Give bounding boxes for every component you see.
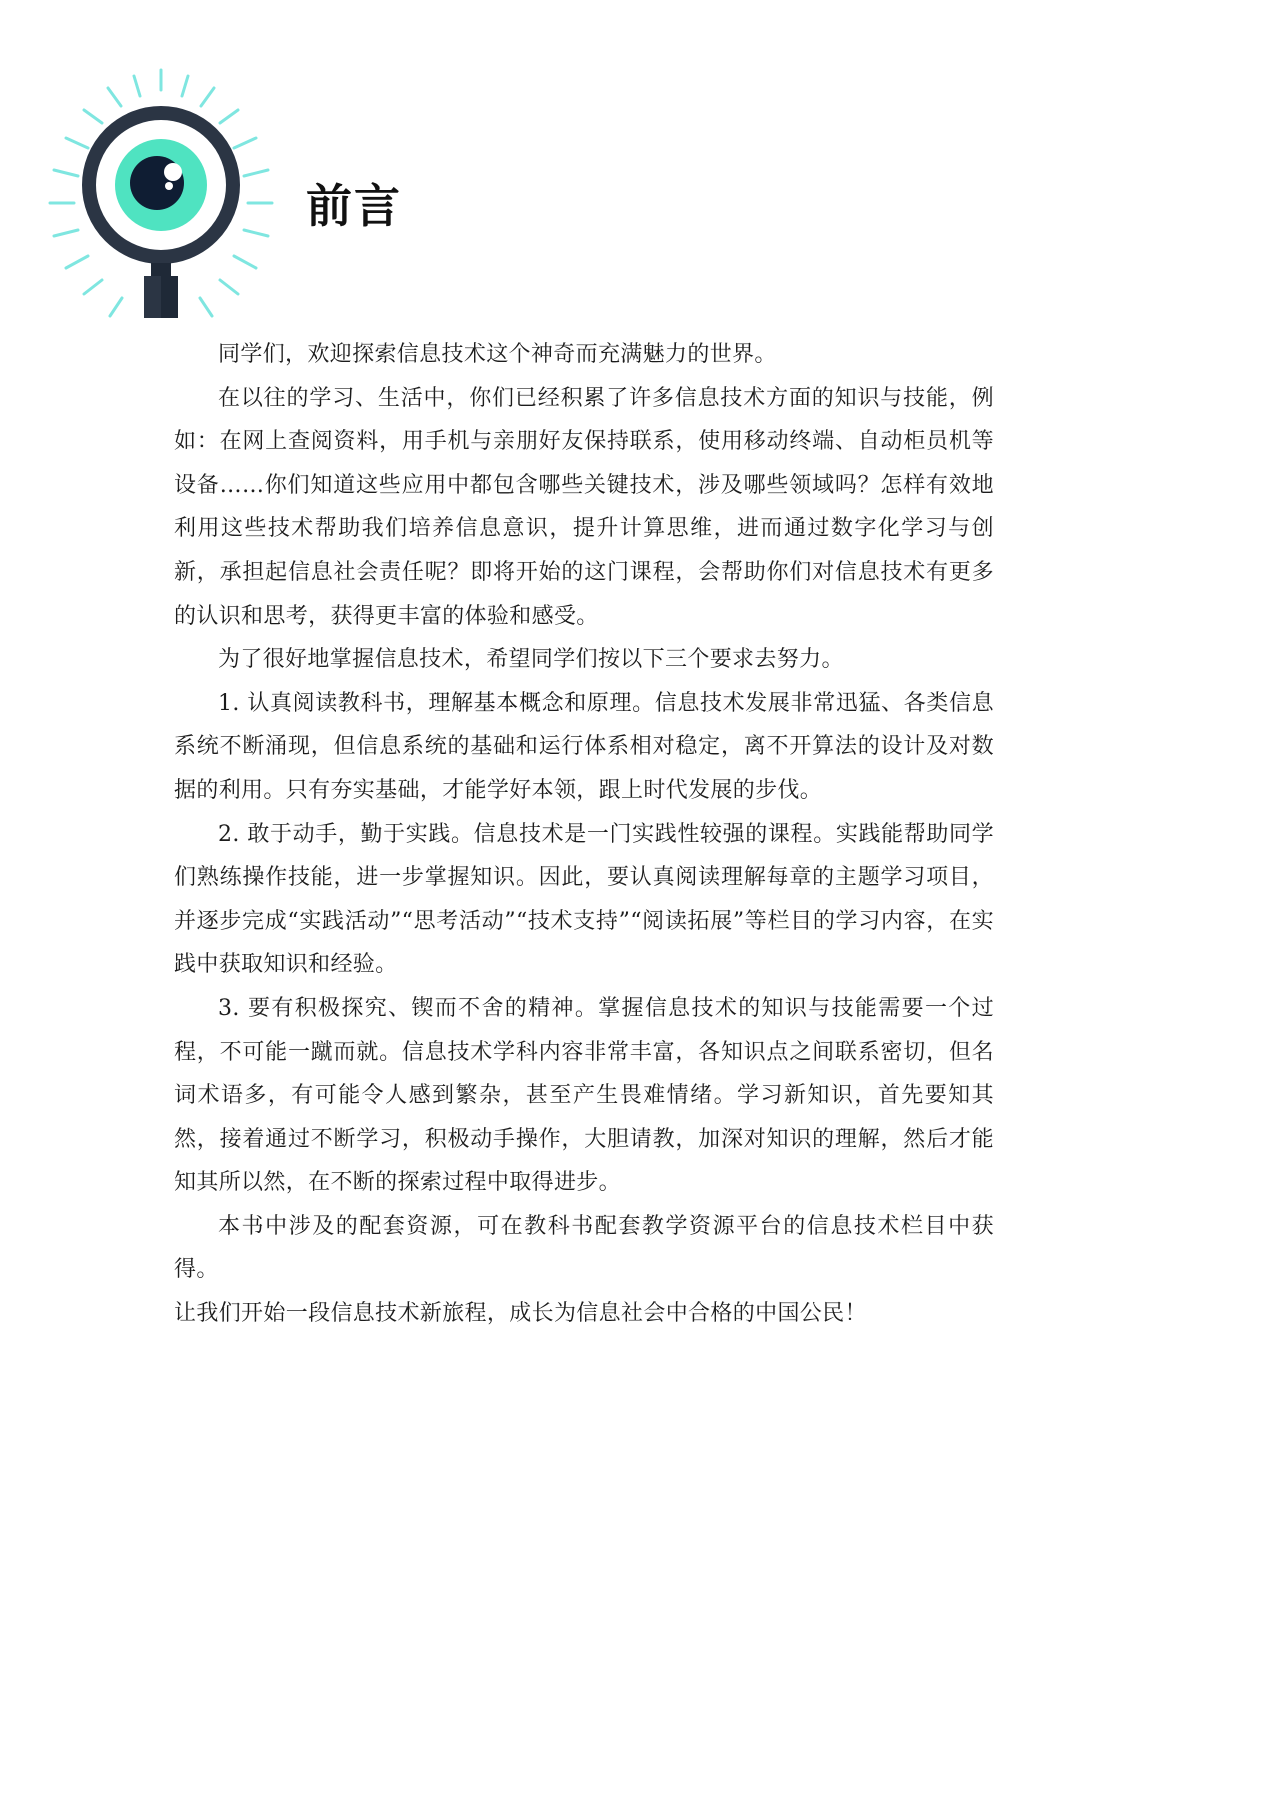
paragraph-resources: 本书中涉及的配套资源，可在教科书配套教学资源平台的信息技术栏目中获得。 bbox=[174, 1213, 994, 1283]
magnifier-eye-icon bbox=[36, 58, 286, 318]
paragraph-intro: 在以往的学习、生活中，你们已经积累了许多信息技术方面的知识与技能，例如：在网上查阅资料，用手机与亲朋好友保持联系，使用移动终端、自动柜员机等设备……你们知道这些应用中都包含哪些关键技术，涉及哪些领域吗？怎样有效地利用这些技术帮助我们培养信息意识，提升计算思维，进而通过数字化学习与创新，承担起信息社会责任呢？即将开始的这门课程，会帮助你们对信息技术有更多的认识和思考，获得更丰富的体验和感受。 bbox=[174, 385, 994, 629]
paragraph-requirement-2: 2. 敢于动手，勤于实践。信息技术是一门实践性较强的课程。实践能帮助同学们熟练操作技能，进一步掌握知识。因此，要认真阅读理解每章的主题学习项目，并逐步完成“实践活动”“思考活动”“技术支持”“阅读拓展”等栏目的学习内容，在实践中获取知识和经验。 bbox=[174, 821, 994, 978]
paragraph-requirements-lead: 为了很好地掌握信息技术，希望同学们按以下三个要求去努力。 bbox=[218, 647, 844, 673]
paragraph-greeting: 同学们，欢迎探索信息技术这个神奇而充满魅力的世界。 bbox=[218, 342, 777, 367]
paragraph-requirement-3: 3. 要有积极探究、锲而不舍的精神。掌握信息技术的知识与技能需要一个过程，不可能一蹴而就。信息技术学科内容非常丰富，各知识点之间联系密切，但名词术语多，有可能令人感到繁杂，甚至产生畏难情绪。学习新知识，首先要知其然，接着通过不断学习，积极动手操作，大胆请教，加深对知识的理解，然后才能知其所以然，在不断的探索过程中取得进步。 bbox=[174, 995, 994, 1196]
page-title: 前言 bbox=[306, 179, 402, 233]
handle-neck bbox=[151, 263, 171, 277]
paragraph-closing: 让我们开始一段信息技术新旅程，成长为信息社会中合格的中国公民！ bbox=[174, 1301, 867, 1327]
paragraph-requirement-1: 1. 认真阅读教科书，理解基本概念和原理。信息技术发展非常迅猛、各类信息系统不断涌现，但信息系统的基础和运行体系相对稳定，离不开算法的设计及对数据的利用。只有夯实基础，才能学好本领，跟上时代发展的步伐。 bbox=[174, 690, 994, 803]
preface-body bbox=[174, 333, 994, 1336]
